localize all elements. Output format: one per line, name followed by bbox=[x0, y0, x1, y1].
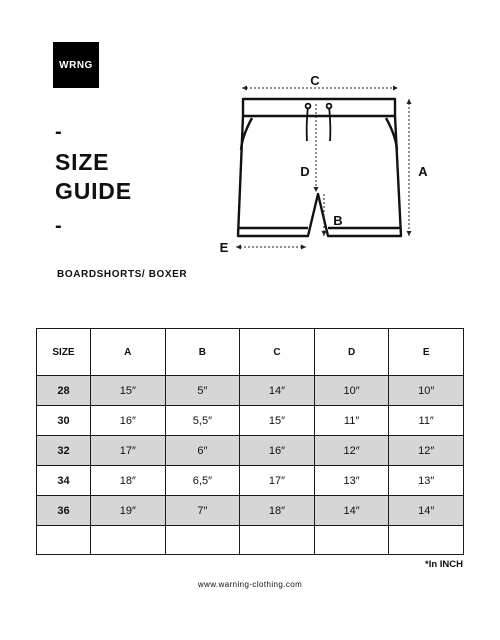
measure-b-cell: 6,5″ bbox=[165, 466, 240, 496]
measure-d-cell: 10″ bbox=[314, 376, 389, 406]
arrow-c-left bbox=[242, 86, 247, 91]
size-table bbox=[36, 328, 464, 555]
header-a: A bbox=[91, 329, 166, 376]
empty-cell bbox=[314, 526, 389, 555]
measure-d-cell: 13″ bbox=[314, 466, 389, 496]
page-title-line2: GUIDE bbox=[55, 178, 132, 204]
brand-logo bbox=[53, 42, 99, 88]
measure-c-cell: 15″ bbox=[240, 406, 315, 436]
measure-b-cell: 5,5″ bbox=[165, 406, 240, 436]
measure-a-cell: 18″ bbox=[91, 466, 166, 496]
empty-cell bbox=[240, 526, 315, 555]
measure-e-cell: 13″ bbox=[389, 466, 464, 496]
size-cell: 36 bbox=[37, 496, 91, 526]
header-e: E bbox=[389, 329, 464, 376]
empty-cell bbox=[37, 526, 91, 555]
measure-a-cell: 19″ bbox=[91, 496, 166, 526]
header-d: D bbox=[314, 329, 389, 376]
measure-a-cell: 17″ bbox=[91, 436, 166, 466]
measure-e-cell: 11″ bbox=[389, 406, 464, 436]
website-url: www.warning-clothing.com bbox=[197, 580, 303, 589]
measure-e-cell: 10″ bbox=[389, 376, 464, 406]
empty-cell bbox=[389, 526, 464, 555]
arrow-b-bottom bbox=[322, 231, 327, 236]
arrow-c-right bbox=[393, 86, 398, 91]
measure-c-cell: 18″ bbox=[240, 496, 315, 526]
measure-d-cell: 11″ bbox=[314, 406, 389, 436]
measure-e-cell: 14″ bbox=[389, 496, 464, 526]
arrow-e-left bbox=[236, 245, 241, 250]
page-title bbox=[55, 148, 132, 206]
arrow-e-right bbox=[301, 245, 306, 250]
measure-b-cell: 7″ bbox=[165, 496, 240, 526]
shorts-outline bbox=[238, 99, 401, 236]
measure-d-cell: 14″ bbox=[314, 496, 389, 526]
page-title-line1: SIZE bbox=[55, 149, 110, 175]
label-a: A bbox=[418, 164, 428, 179]
size-table-header bbox=[37, 329, 464, 376]
measure-c-cell: 14″ bbox=[240, 376, 315, 406]
product-category: BOARDSHORTS/ BOXER bbox=[57, 269, 188, 280]
size-cell: 30 bbox=[37, 406, 91, 436]
measure-a-cell: 16″ bbox=[91, 406, 166, 436]
arrow-d-bottom bbox=[314, 187, 319, 192]
header-c: C bbox=[240, 329, 315, 376]
title-dash-bottom: - bbox=[55, 215, 62, 237]
label-e: E bbox=[219, 240, 229, 255]
unit-note: *In INCH bbox=[425, 559, 463, 570]
table-row bbox=[37, 376, 464, 406]
table-row bbox=[37, 496, 464, 526]
measure-e-cell: 12″ bbox=[389, 436, 464, 466]
size-cell: 34 bbox=[37, 466, 91, 496]
brand-logo-text: WRNG bbox=[59, 59, 93, 71]
label-d: D bbox=[300, 164, 310, 179]
measure-c-cell: 17″ bbox=[240, 466, 315, 496]
size-cell: 32 bbox=[37, 436, 91, 466]
title-dash-top: - bbox=[55, 121, 62, 143]
label-c: C bbox=[310, 73, 320, 88]
measure-d-cell: 12″ bbox=[314, 436, 389, 466]
size-cell: 28 bbox=[37, 376, 91, 406]
table-row bbox=[37, 406, 464, 436]
header-size: SIZE bbox=[37, 329, 91, 376]
measure-a-cell: 15″ bbox=[91, 376, 166, 406]
shorts-measurement-diagram bbox=[210, 66, 440, 256]
table-row bbox=[37, 436, 464, 466]
label-b: B bbox=[333, 213, 343, 228]
empty-cell bbox=[165, 526, 240, 555]
measure-c-cell: 16″ bbox=[240, 436, 315, 466]
measure-b-cell: 5″ bbox=[165, 376, 240, 406]
arrow-a-bottom bbox=[407, 231, 412, 236]
empty-cell bbox=[91, 526, 166, 555]
drawstrings bbox=[306, 104, 332, 141]
arrow-a-top bbox=[407, 99, 412, 104]
measure-b-cell: 6″ bbox=[165, 436, 240, 466]
header-b: B bbox=[165, 329, 240, 376]
table-row-empty bbox=[37, 526, 464, 555]
table-row bbox=[37, 466, 464, 496]
